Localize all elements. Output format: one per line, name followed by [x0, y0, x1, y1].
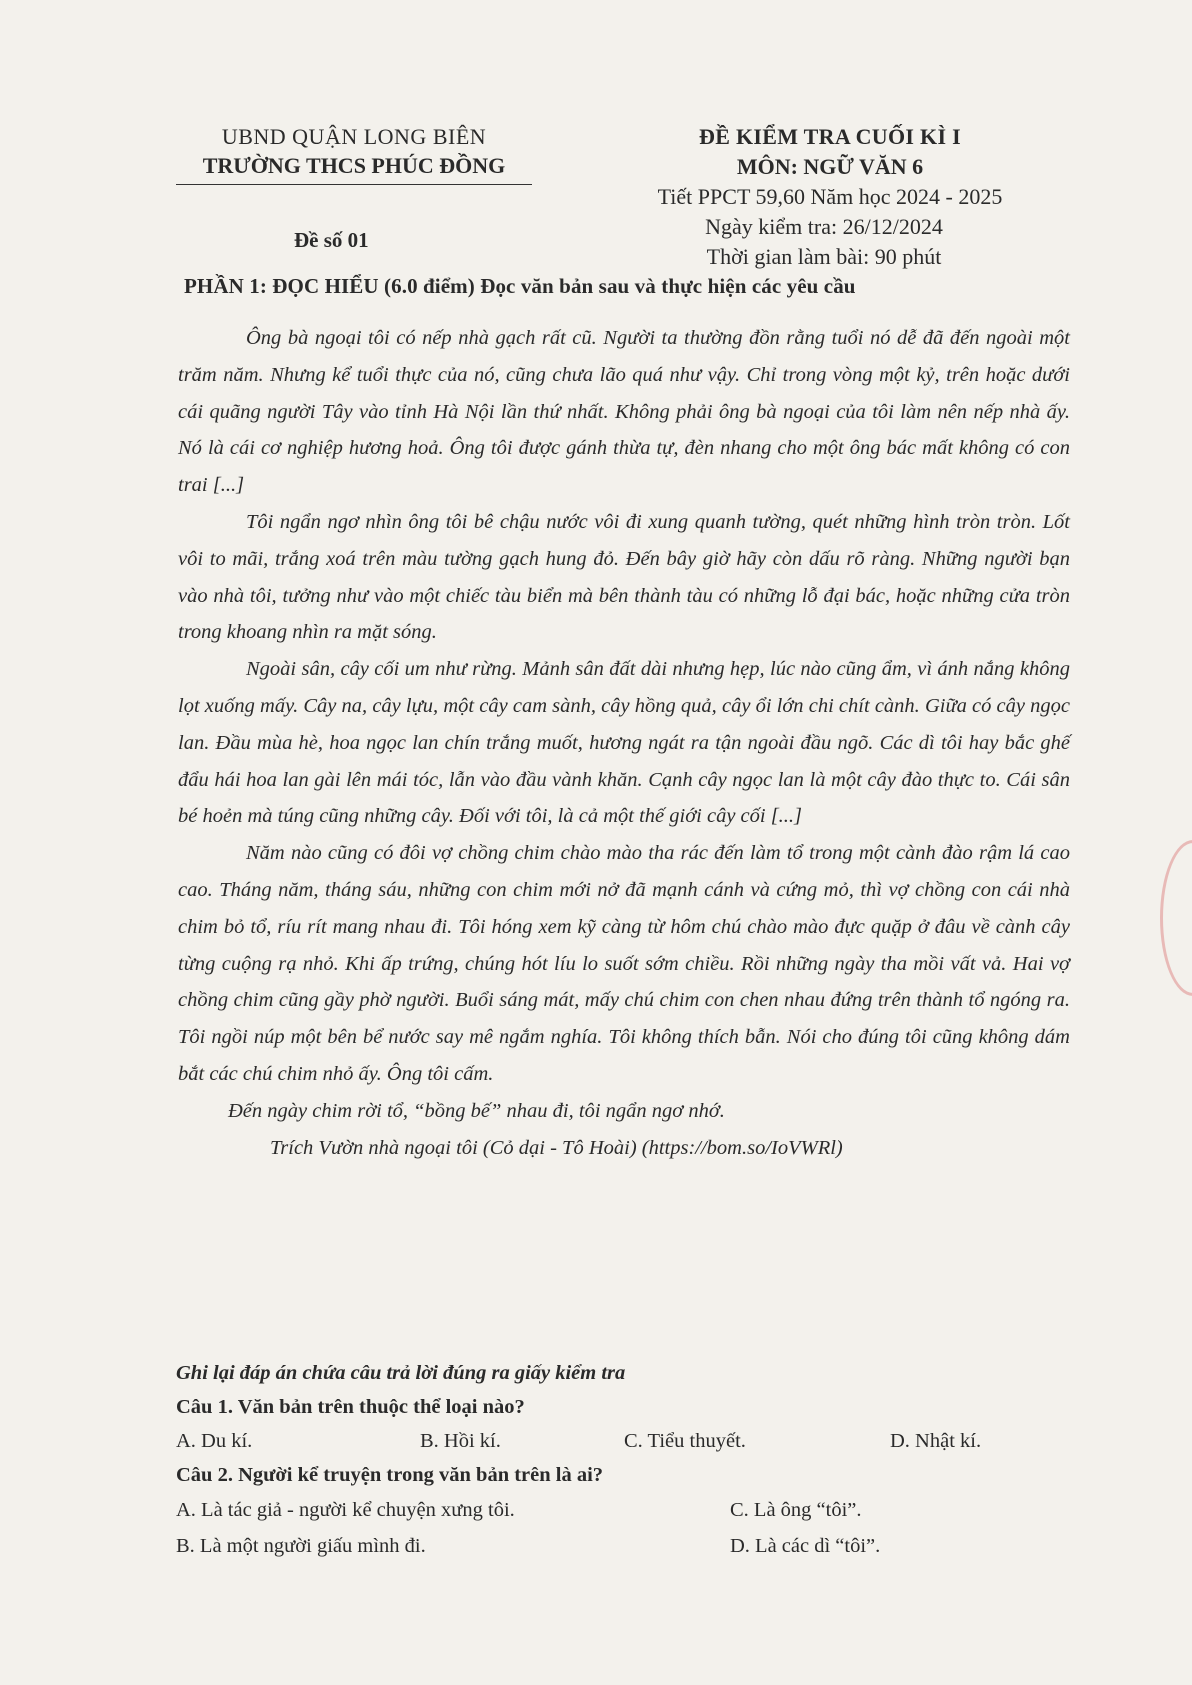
option-d: D. Là các dì “tôi”.	[730, 1535, 881, 1557]
passage-source: Trích Vườn nhà ngoại tôi (Cỏ dại - Tô Hoài) (https://bom.so/IoVWRl)	[270, 1136, 843, 1159]
passage-paragraph: Năm nào cũng có đôi vợ chồng chim chào mào tha rác đến làm tổ trong một cành đào rậm lá cao cao. Tháng năm, tháng sáu, những con chim mới nở đã mạnh cánh và cứng mỏ, thì vợ chồng con cái nhà chim bỏ tổ, ríu rít mang nhau đi. Tôi hóng xem kỹ càng từ hôm chú chào mào đực quặp ở đâu về cành cây từng cuộng rạ nhỏ. Khi ấp trứng, chúng hót líu lo suốt sớm chiều. Rồi những ngày tha mồi vất vả. Hai vợ chồng chim cũng gầy phờ người. Buổi sáng mát, mấy chú chim con chen nhau đứng trên thành tổ ngóng ra. Tôi ngồi núp một bên bể nước say mê ngắm nghía. Tôi không thích bẫn. Nói cho đúng tôi cũng không dám bắt các chú chim nhỏ ấy. Ông tôi cấm.	[178, 842, 1070, 1085]
school-header	[174, 122, 534, 185]
answer-instruction: Ghi lại đáp án chứa câu trả lời đúng ra giấy kiểm tra	[176, 1362, 626, 1384]
reading-passage	[178, 320, 1070, 1166]
exam-duration: Thời gian làm bài: 90 phút	[706, 244, 942, 269]
section-title: PHẦN 1: ĐỌC HIỂU (6.0 điểm) Đọc văn bản sau và thực hiện các yêu cầu	[184, 274, 856, 298]
exam-date: Ngày kiểm tra: 26/12/2024	[705, 214, 943, 239]
option-c: C. Tiểu thuyết.	[624, 1430, 746, 1452]
passage-paragraph: Tôi ngẩn ngơ nhìn ông tôi bê chậu nước vôi đi xung quanh tường, quét những hình tròn tròn. Lốt vôi to mãi, trắng xoá trên màu tường gạch hung đỏ. Đến bây giờ hãy còn dấu rõ ràng. Những người bạn vào nhà tôi, tưởng như vào một chiếc tàu biển mà bên thành tàu có những lỗ đại bác, hoặc những cửa tròn trong khoang nhìn ra mặt sóng.	[178, 510, 1070, 644]
passage-paragraph: Ngoài sân, cây cối um như rừng. Mảnh sân đất dài nhưng hẹp, lúc nào cũng ẩm, vì ánh nắng không lọt xuống mấy. Cây na, cây lựu, một cây cam sành, cây hồng quả, cây ổi lớn chi chít cành. Giữa có cây ngọc lan. Đầu mùa hè, hoa ngọc lan chín trắng muốt, hương ngát ra tận ngoài đầu ngõ. Các dì tôi hay bắc ghế đẩu hái hoa lan gài lên mái tóc, lẫn vào đầu vành khăn. Cạnh cây ngọc lan là một cây đào thực to. Cái sân bé hoẻn mà túng cũng những cây. Đối với tôi, là cả một thế giới cây cối [...]	[178, 658, 1070, 828]
district-name: UBND QUẬN LONG BIÊN	[221, 124, 487, 149]
exam-title: ĐỀ KIỂM TRA CUỐI KÌ I	[699, 124, 961, 149]
partial-red-stamp	[1160, 840, 1192, 996]
question-1-title: Câu 1. Văn bản trên thuộc thể loại nào?	[176, 1396, 525, 1418]
subject: MÔN: NGỮ VĂN 6	[736, 154, 924, 179]
exam-header	[600, 122, 1060, 272]
question-2-title: Câu 2. Người kể truyện trong văn bản trên là ai?	[176, 1464, 604, 1486]
question-2-options-row-2	[176, 1528, 1076, 1564]
option-c: C. Là ông “tôi”.	[730, 1499, 862, 1521]
question-2-options-row-1	[176, 1492, 1076, 1528]
passage-paragraph: Đến ngày chim rời tổ, “bồng bế” nhau đi, tôi ngẩn ngơ nhớ.	[228, 1099, 725, 1122]
option-b: B. Là một người giấu mình đi.	[176, 1535, 426, 1557]
exam-code: Đề số 01	[294, 228, 369, 252]
questions-section	[176, 1356, 1076, 1564]
question-1-options	[176, 1424, 1076, 1458]
option-a: A. Là tác giả - người kể chuyện xưng tôi.	[176, 1499, 515, 1521]
passage-paragraph: Ông bà ngoại tôi có nếp nhà gạch rất cũ. Người ta thường đồn rằng tuổi nó dễ đã đến ngoài một trăm năm. Nhưng kể tuổi thực của nó, cũng chưa lão quá như vậy. Chỉ trong vòng một kỷ, trên hoặc dưới cái quãng người Tây vào tỉnh Hà Nội lần thứ nhất. Không phải ông bà ngoại của tôi làm nên nếp nhà ấy. Nó là cái cơ nghiệp hương hoả. Ông tôi được gánh thừa tự, đèn nhang cho một ông bác mất không có con trai [...]	[178, 327, 1070, 497]
period-year: Tiết PPCT 59,60 Năm học 2024 - 2025	[657, 184, 1003, 209]
option-a: A. Du kí.	[176, 1430, 253, 1452]
option-b: B. Hồi kí.	[420, 1430, 501, 1452]
option-d: D. Nhật kí.	[890, 1430, 982, 1452]
school-name: TRƯỜNG THCS PHÚC ĐỒNG	[202, 153, 506, 178]
school-name-underline	[176, 184, 532, 185]
